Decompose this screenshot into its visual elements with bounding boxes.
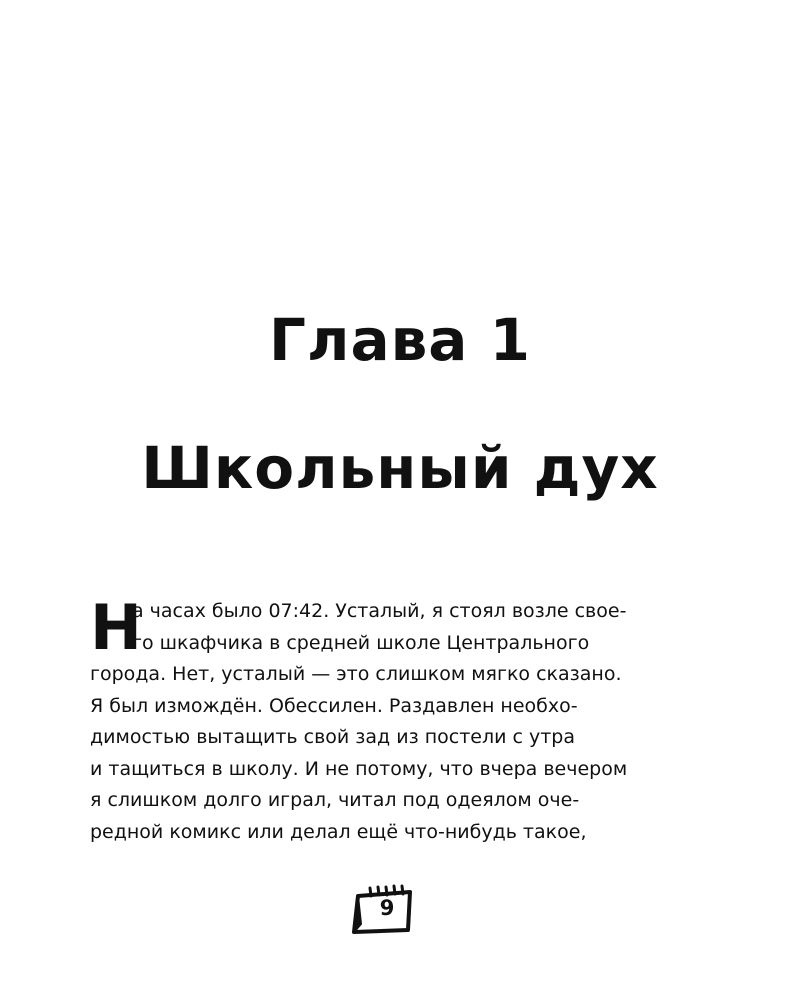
page-number: 9 bbox=[379, 896, 395, 920]
chapter-number: Глава 1 bbox=[269, 306, 531, 374]
page-number-badge bbox=[352, 884, 416, 936]
text-line: а часах было 07:42. Усталый, я стоял возле свое- bbox=[132, 600, 627, 622]
text-line: го шкафчика в средней школе Центрального bbox=[132, 631, 590, 654]
body-paragraph bbox=[90, 591, 710, 848]
text-line: я слишком долго играл, читал под одеялом оче- bbox=[90, 789, 580, 811]
text-line: города. Нет, усталый — это слишком мягко сказано. bbox=[90, 663, 622, 685]
text-line: и тащиться в школу. И не потому, что вчера вечером bbox=[90, 757, 628, 780]
text-line: редной комикс или делал ещё что-нибудь такое, bbox=[90, 820, 587, 843]
drop-cap: Н bbox=[90, 591, 142, 664]
chapter-title: Школьный дух bbox=[141, 434, 659, 502]
text-line: димостью вытащить свой зад из постели с утра bbox=[90, 726, 576, 748]
text-line: Я был измождён. Обессилен. Раздавлен необхо- bbox=[90, 694, 578, 717]
